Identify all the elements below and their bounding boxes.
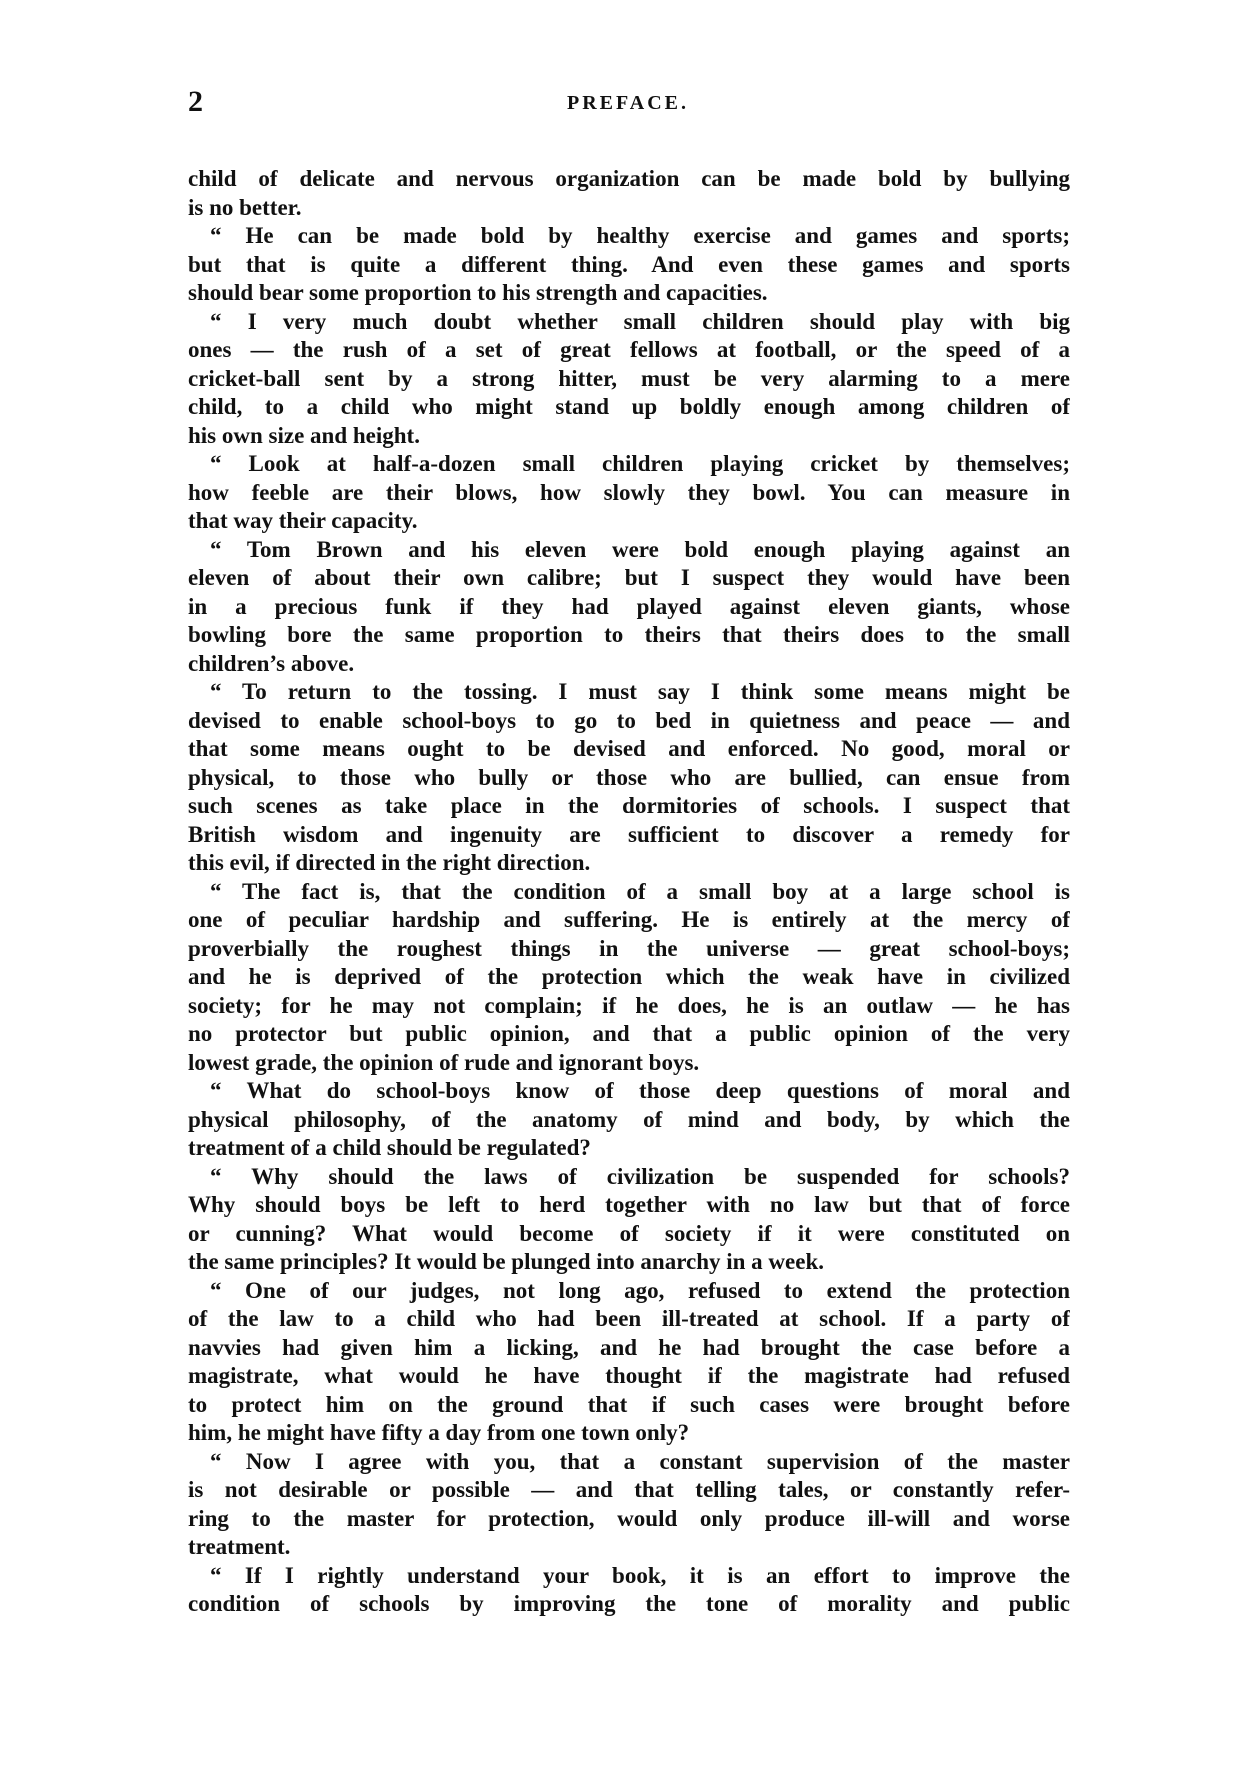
- text-line: magistrate, what would he have thought if the magistrate had refused: [188, 1363, 1070, 1388]
- text-line: lowest grade, the opinion of rude and ignorant boys.: [188, 1049, 700, 1075]
- text-line: cricket-ball sent by a strong hitter, must be very alarming to a mere: [188, 365, 1070, 391]
- text-line: the same principles? It would be plunged into anarchy in a week.: [188, 1249, 824, 1274]
- text-line: treatment.: [188, 1534, 291, 1559]
- text-line: child of delicate and nervous organization can be made bold by bullying: [188, 166, 1070, 191]
- text-line: of the law to a child who had been ill-treated at school. If a party of: [188, 1306, 1070, 1331]
- text-line: no protector but public opinion, and that a public opinion of the very: [188, 1021, 1070, 1046]
- text-line: “ He can be made bold by healthy exercise and games and sports;: [210, 223, 1070, 248]
- text-line: should bear some proportion to his strength and capacities.: [188, 280, 768, 305]
- text-line: in a precious funk if they had played against eleven giants, whose: [188, 593, 1070, 619]
- text-line: or cunning? What would become of society if it were constituted on: [188, 1220, 1070, 1246]
- text-line: “ If I rightly understand your book, it is an effort to improve the: [210, 1562, 1070, 1588]
- text-line: physical philosophy, of the anatomy of mind and body, by which the: [188, 1106, 1070, 1132]
- text-line: “ What do school-boys know of those deep questions of moral and: [210, 1078, 1070, 1103]
- text-line: his own size and height.: [188, 422, 420, 448]
- text-line: “ I very much doubt whether small children should play with big: [210, 308, 1070, 334]
- text-line: society; for he may not complain; if he does, he is an outlaw — he has: [188, 992, 1070, 1018]
- text-line: that some means ought to be devised and enforced. No good, moral or: [188, 736, 1070, 761]
- text-line: “ To return to the tossing. I must say I think some means might be: [210, 679, 1070, 704]
- text-line: physical, to those who bully or those who are bullied, can ensue from: [188, 764, 1070, 790]
- text-line: bowling bore the same proportion to theirs that theirs does to the small: [188, 622, 1070, 647]
- page-number: 2: [188, 85, 203, 118]
- text-line: proverbially the roughest things in the universe — great school-boys;: [188, 935, 1070, 961]
- text-line: is no better.: [188, 194, 302, 220]
- text-line: “ One of our judges, not long ago, refused to extend the protection: [210, 1277, 1070, 1303]
- text-line: condition of schools by improving the tone of morality and public: [188, 1591, 1070, 1616]
- text-line: British wisdom and ingenuity are sufficient to discover a remedy for: [188, 821, 1070, 847]
- text-line: how feeble are their blows, how slowly they bowl. You can measure in: [188, 479, 1070, 505]
- text-line: child, to a child who might stand up boldly enough among children of: [188, 394, 1070, 419]
- text-line: is not desirable or possible — and that telling tales, or constantly refer-: [188, 1477, 1070, 1502]
- text-line: eleven of about their own calibre; but I suspect they would have been: [188, 565, 1070, 590]
- text-line: “ The fact is, that the condition of a small boy at a large school is: [210, 878, 1070, 904]
- text-line: to protect him on the ground that if such cases were brought before: [188, 1391, 1070, 1417]
- text-line: ones — the rush of a set of great fellows at football, or the speed of a: [188, 337, 1070, 362]
- text-line: “ Tom Brown and his eleven were bold enough playing against an: [210, 536, 1070, 562]
- running-head: PREFACE.: [567, 92, 689, 114]
- text-line: navvies had given him a licking, and he had brought the case before a: [188, 1334, 1070, 1360]
- text-line: “ Why should the laws of civilization be suspended for schools?: [210, 1163, 1070, 1189]
- text-line: Why should boys be left to herd together with no law but that of force: [188, 1192, 1070, 1217]
- body-text: [188, 165, 1070, 1619]
- page-header: [188, 86, 1068, 126]
- text-line: ring to the master for protection, would only produce ill-will and worse: [188, 1505, 1070, 1531]
- text-line: treatment of a child should be regulated?: [188, 1135, 591, 1160]
- text-line: one of peculiar hardship and suffering. He is entirely at the mercy of: [188, 907, 1070, 932]
- text-line: but that is quite a different thing. And even these games and sports: [188, 251, 1070, 277]
- text-line: such scenes as take place in the dormitories of schools. I suspect that: [188, 793, 1070, 818]
- text-line: “ Now I agree with you, that a constant supervision of the master: [210, 1448, 1070, 1474]
- text-line: that way their capacity.: [188, 508, 418, 533]
- text-line: children’s above.: [188, 650, 355, 676]
- text-line: and he is deprived of the protection which the weak have in civilized: [188, 964, 1070, 989]
- text-line: this evil, if directed in the right direction.: [188, 850, 591, 875]
- text-line: devised to enable school-boys to go to bed in quietness and peace — and: [188, 707, 1070, 733]
- text-line: him, he might have fifty a day from one town only?: [188, 1420, 690, 1445]
- text-line: “ Look at half-a-dozen small children playing cricket by themselves;: [210, 451, 1070, 476]
